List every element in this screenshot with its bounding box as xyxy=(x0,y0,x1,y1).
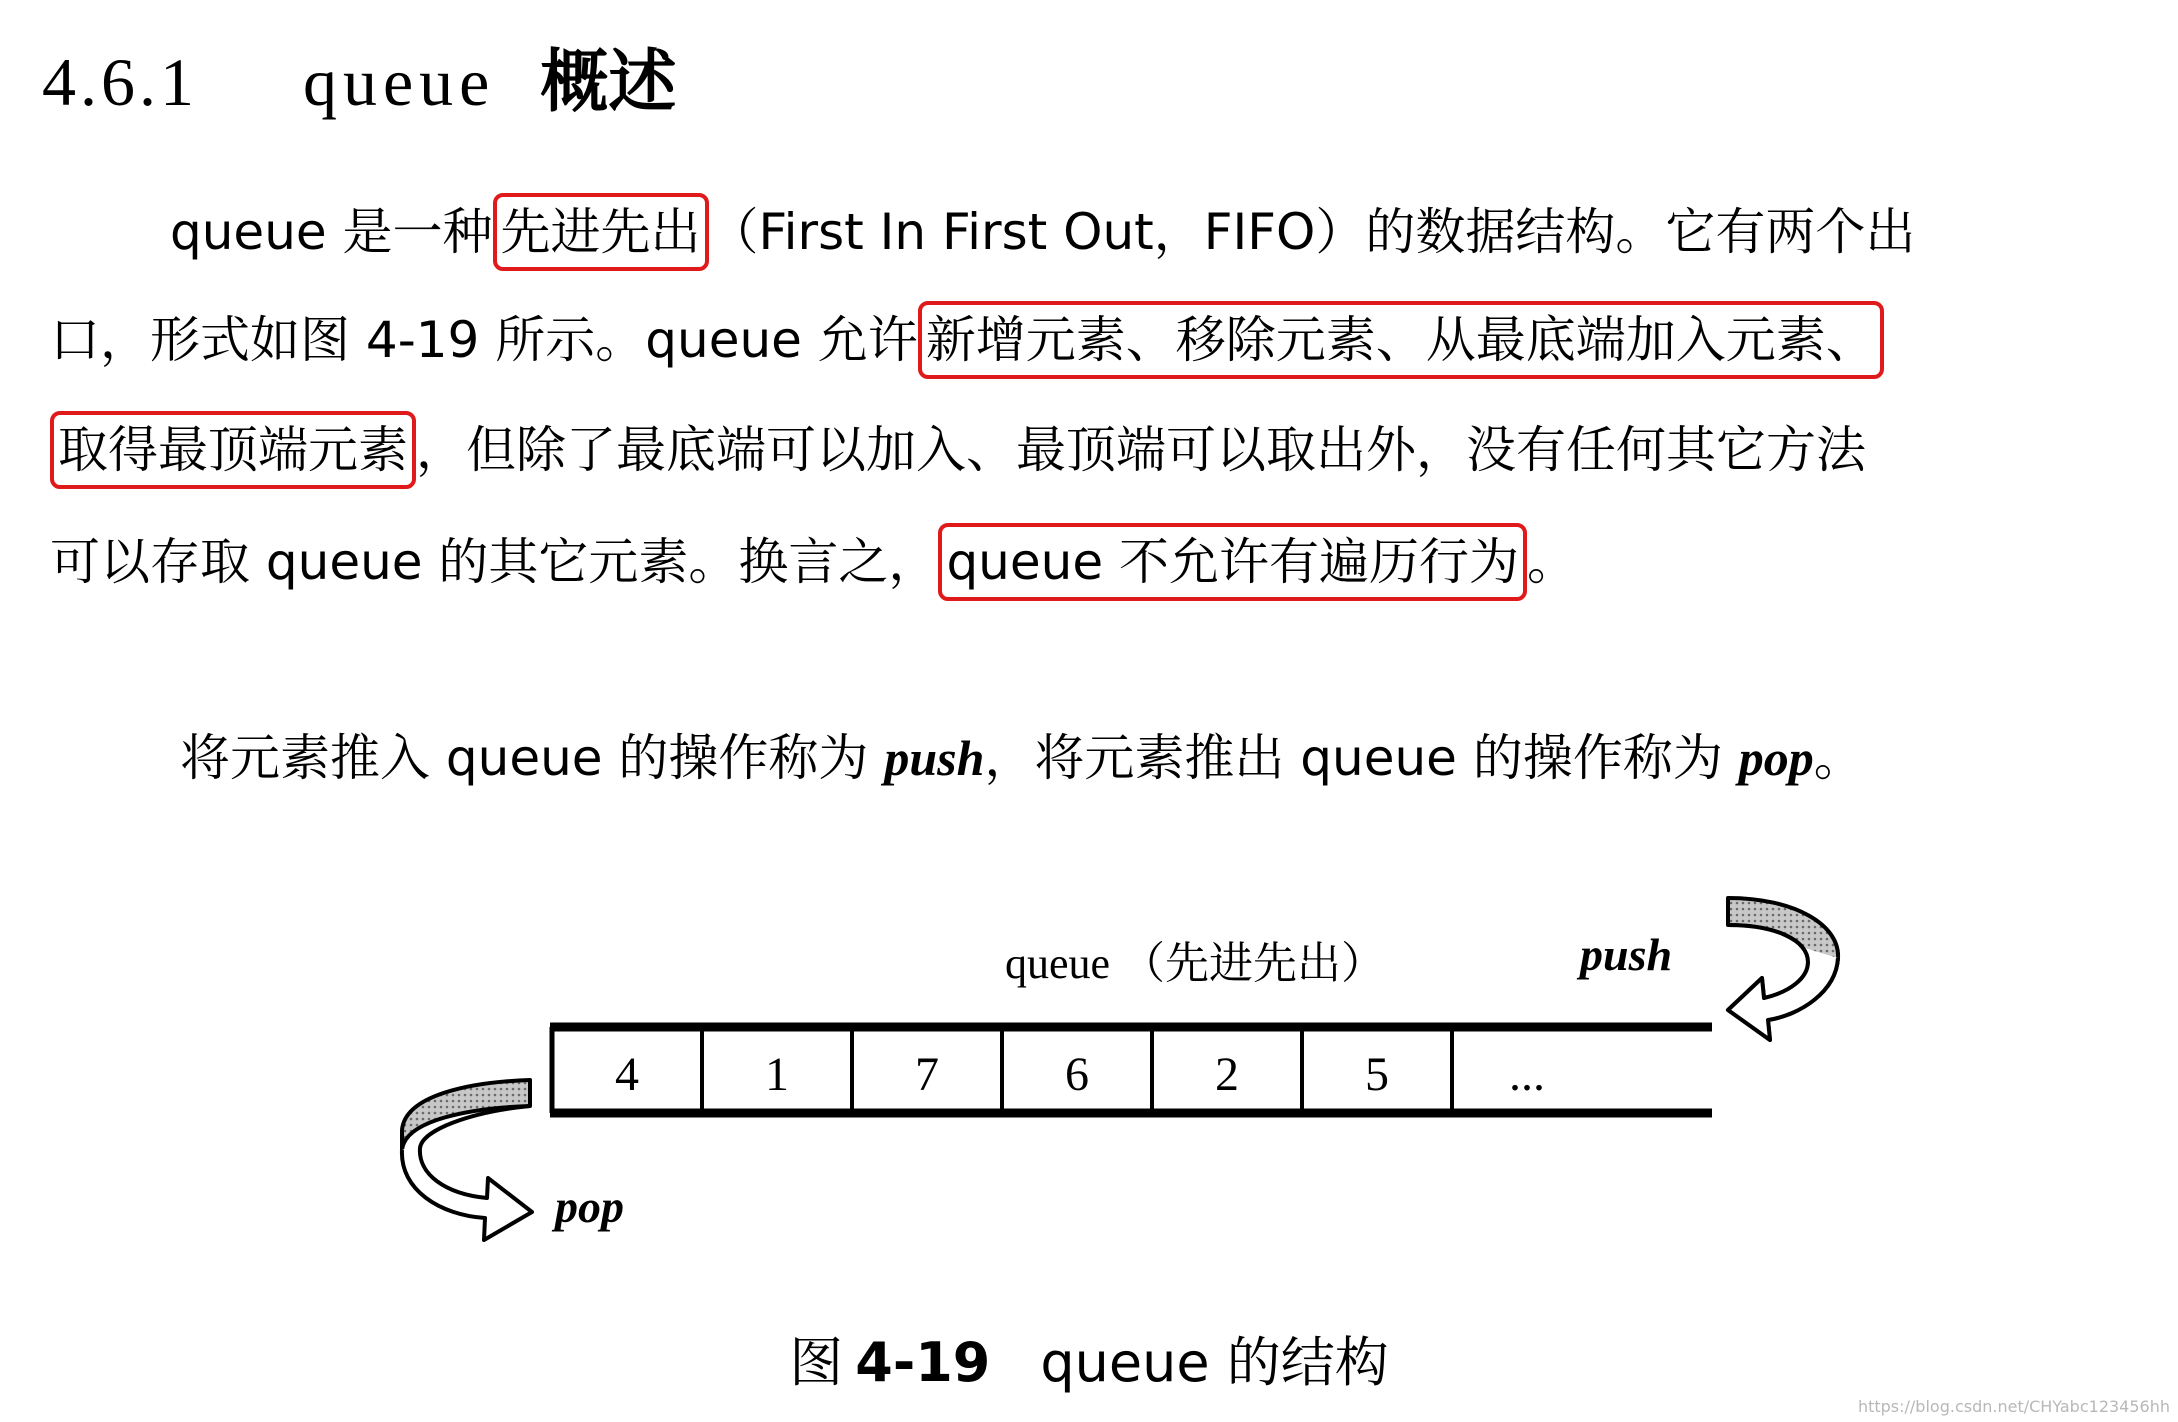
section-number: 4.6.1 xyxy=(42,44,198,120)
queue-cell-value: ... xyxy=(1509,1048,1545,1101)
sentence-text: ，将元素推出 queue 的操作称为 xyxy=(984,729,1739,787)
pop-label: pop xyxy=(555,1181,624,1232)
para-text: 口，形式如图 4-19 所示。queue 允许 xyxy=(50,311,918,369)
section-title-word: queue xyxy=(303,44,496,120)
figure-title: queue （先进先出） xyxy=(1005,939,1386,988)
para-text: ，但除了最底端可以加入、最顶端可以取出外，没有任何其它方法 xyxy=(416,421,1866,479)
queue-cell-value: 7 xyxy=(915,1048,939,1101)
caption-text: queue 的结构 xyxy=(1040,1331,1389,1394)
para-text: 。 xyxy=(1526,533,1577,591)
sentence-text: 将元素推入 queue 的操作称为 xyxy=(180,729,885,787)
figure-caption xyxy=(0,1320,2178,1397)
highlight-box-operations: 新增元素、移除元素、从最底端加入元素、 xyxy=(918,301,1884,379)
para-text: queue 是一种 xyxy=(170,203,493,261)
queue-cell-value: 2 xyxy=(1215,1048,1239,1101)
push-term: push xyxy=(884,730,985,786)
highlight-box-fifo: 先进先出 xyxy=(493,193,709,271)
push-label: push xyxy=(1580,929,1673,980)
queue-cell-value: 5 xyxy=(1365,1048,1389,1101)
pop-term: pop xyxy=(1738,730,1814,786)
push-arrow-icon xyxy=(1728,898,1838,1040)
queue-cell-value: 1 xyxy=(765,1048,789,1101)
pop-arrow-icon xyxy=(402,1080,532,1240)
watermark: https://blog.csdn.net/CHYabc123456hh xyxy=(1857,1397,2170,1416)
highlight-box-top: 取得最顶端元素 xyxy=(50,411,416,489)
para-text: （First In First Out，FIFO）的数据结构。它有两个出 xyxy=(708,203,1916,261)
queue-cell-value: 6 xyxy=(1065,1048,1089,1101)
sentence-text: 。 xyxy=(1813,729,1864,787)
para-text: 可以存取 queue 的其它元素。换言之， xyxy=(50,533,939,591)
caption-prefix: 图 xyxy=(789,1331,844,1394)
highlight-box-no-traversal: queue 不允许有遍历行为 xyxy=(938,523,1527,601)
caption-number: 4-19 xyxy=(855,1331,991,1394)
queue-cells xyxy=(615,1027,1545,1113)
section-title-zh: 概述 xyxy=(540,43,677,122)
queue-cell-value: 4 xyxy=(615,1048,639,1101)
